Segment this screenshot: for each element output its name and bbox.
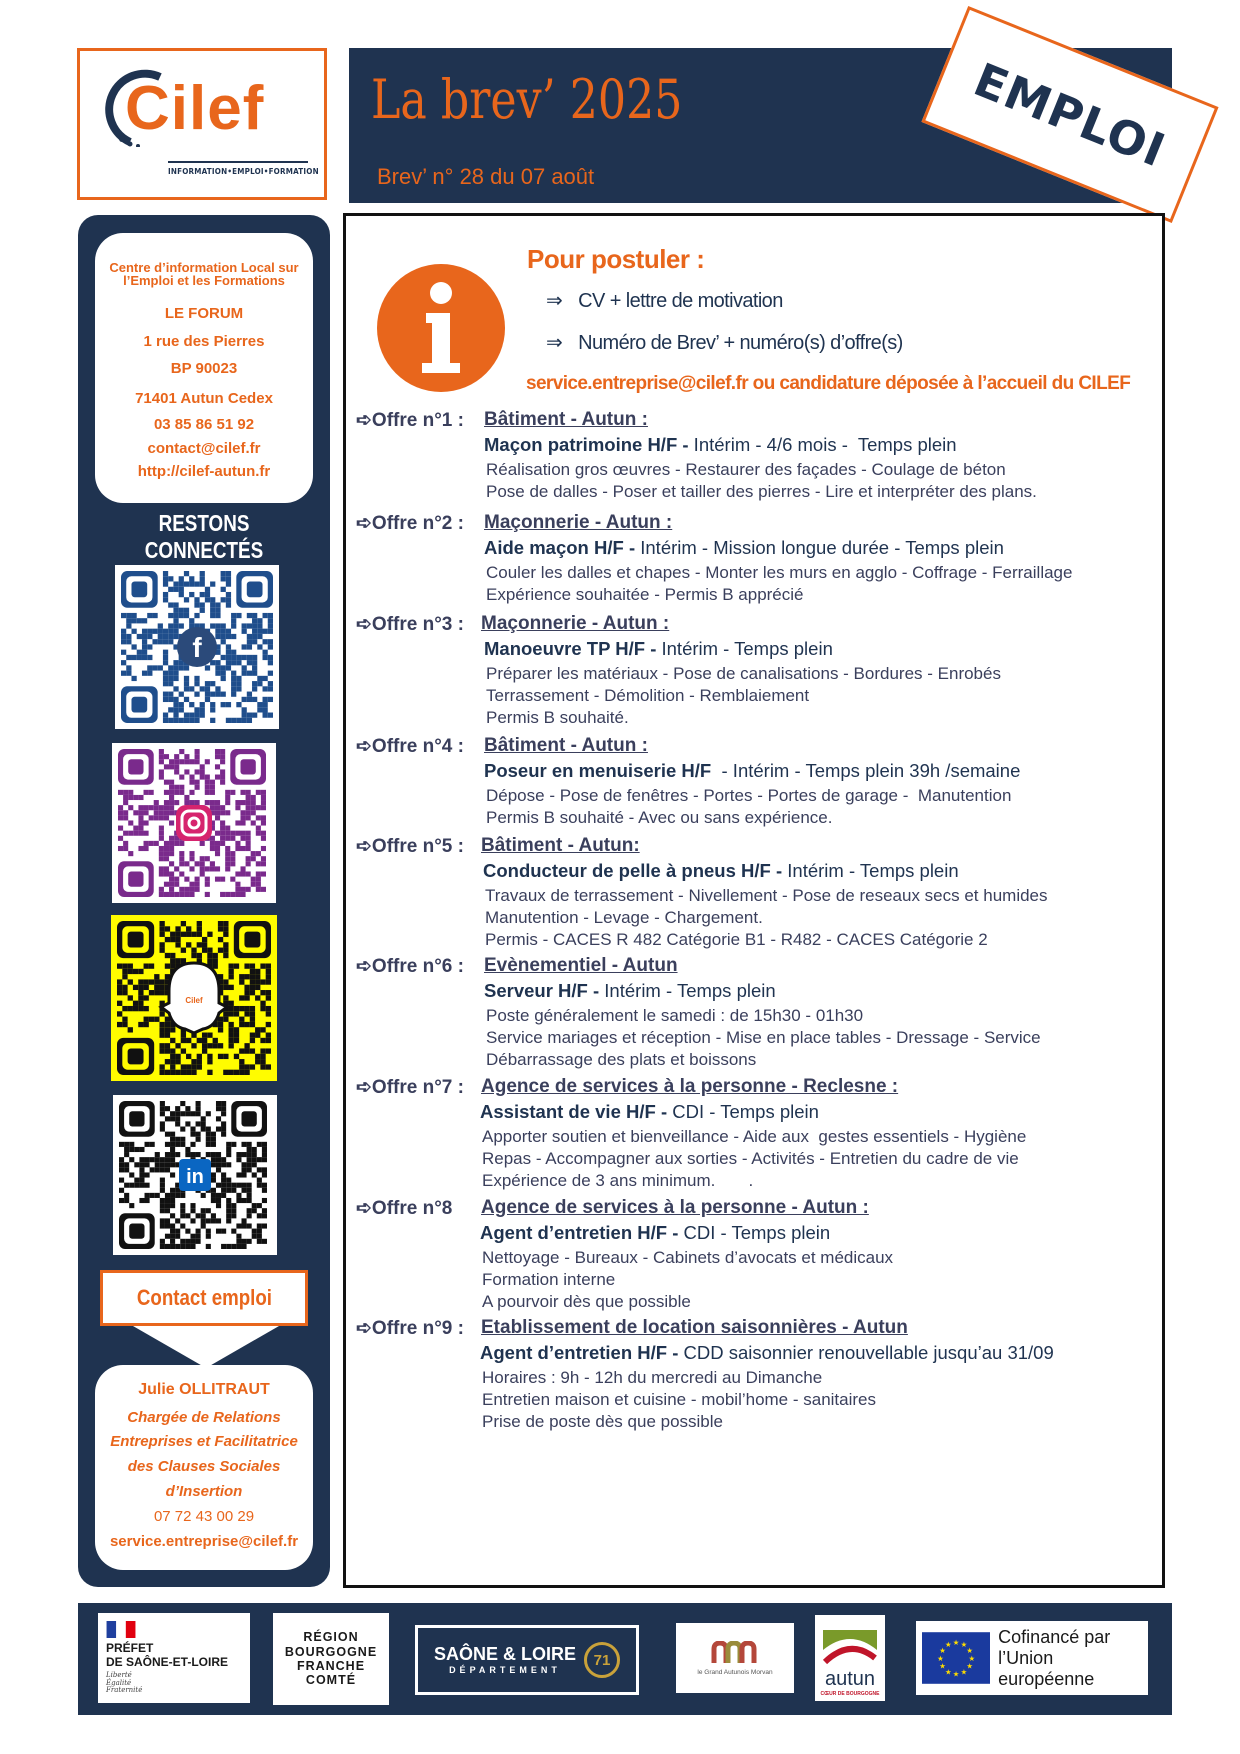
saone-loire-departement-logo bbox=[415, 1625, 639, 1695]
prefet-line2: DE SAÔNE-ET-LOIRE bbox=[106, 1655, 229, 1670]
org-name-line1: Centre d’information Local sur bbox=[109, 260, 299, 275]
autun-logo bbox=[815, 1615, 885, 1701]
offer-category: Evènementiel - Autun bbox=[484, 955, 678, 976]
offer-description-line: Nettoyage - Bureaux - Cabinets d’avocats et médicaux bbox=[482, 1248, 894, 1267]
offer-description-line: Terrassement - Démolition - Remblaiement bbox=[486, 686, 810, 705]
apply-requirement-2 bbox=[546, 330, 903, 355]
person-role-line1: Chargée de Relations bbox=[127, 1409, 281, 1426]
svg-text:★: ★ bbox=[966, 1661, 973, 1671]
departement-emblem-icon bbox=[584, 1642, 620, 1678]
offer-category: Maçonnerie - Autun : bbox=[484, 512, 673, 533]
offer-job-title bbox=[483, 860, 959, 882]
departement-number: 71 bbox=[593, 1651, 611, 1669]
svg-text:★: ★ bbox=[939, 1645, 946, 1655]
svg-text:★: ★ bbox=[966, 1645, 973, 1655]
eu-cofinance-logo bbox=[916, 1621, 1148, 1695]
offer-job-terms: Intérim - Temps plein bbox=[656, 638, 833, 659]
offer-arrow-icon: ➪ bbox=[356, 736, 372, 757]
org-place: LE FORUM bbox=[164, 305, 244, 322]
offer-number-text: Offre n°9 : bbox=[371, 1318, 464, 1339]
logo-tagline: INFORMATION•EMPLOI•FORMATION bbox=[168, 167, 319, 176]
snapchat-qr-code[interactable] bbox=[111, 915, 277, 1081]
offer-job-name: Agent d’entretien H/F - bbox=[480, 1222, 679, 1243]
facebook-icon bbox=[177, 627, 217, 667]
offer-description-line: Dépose - Pose de fenêtres - Portes - Portes de garage - Manutention bbox=[486, 786, 1012, 805]
grand-autunois-mark-icon bbox=[710, 1641, 760, 1665]
offer-number-text: Offre n°5 : bbox=[371, 836, 464, 857]
offer-category: Agence de services à la personne - Autun : bbox=[481, 1197, 869, 1218]
instagram-qr-code[interactable] bbox=[112, 743, 276, 903]
offer-arrow-icon: ➪ bbox=[356, 513, 372, 534]
info-icon bbox=[376, 263, 506, 393]
offer-description-line: Poste généralement le samedi : de 15h30 - 01h30 bbox=[486, 1006, 864, 1025]
offer-category: Bâtiment - Autun: bbox=[481, 835, 640, 856]
offer-number bbox=[356, 1076, 464, 1099]
region-bfc-logo bbox=[273, 1613, 389, 1705]
offer-job-title bbox=[480, 1101, 819, 1123]
org-email-link[interactable]: contact@cilef.fr bbox=[147, 440, 261, 457]
offer-number-text: Offre n°6 : bbox=[371, 956, 464, 977]
down-arrow-icon bbox=[133, 1326, 279, 1368]
offer-job-name: Assistant de vie H/F - bbox=[480, 1101, 668, 1122]
offer-description-line: Horaires : 9h - 12h du mercredi au Dimanche bbox=[482, 1368, 823, 1387]
offer-description-line: Pose de dalles - Poser et tailler des pierres - Lire et interpréter des plans. bbox=[486, 482, 1037, 501]
apply-requirement-2-text: Numéro de Brev’ + numéro(s) d’offre(s) bbox=[578, 332, 903, 354]
offer-arrow-icon: ➪ bbox=[356, 836, 372, 857]
offer-job-title bbox=[480, 1222, 830, 1244]
eu-flag-icon bbox=[922, 1630, 990, 1686]
offer-description-line: Apporter soutien et bienveillance - Aide aux gestes essentiels - Hygiène bbox=[482, 1127, 1027, 1146]
offer-job-name: Conducteur de pelle à pneus H/F - bbox=[483, 860, 783, 881]
logo-underline bbox=[168, 161, 308, 163]
prefet-motto-2: Égalité bbox=[106, 1678, 132, 1687]
svg-text:★: ★ bbox=[944, 1640, 952, 1650]
svg-text:★: ★ bbox=[960, 1640, 968, 1650]
svg-text:Cilef: Cilef bbox=[185, 996, 203, 1005]
departement-line2: DÉPARTEMENT bbox=[449, 1665, 561, 1676]
offer-job-name: Agent d’entretien H/F - bbox=[480, 1342, 679, 1363]
offer-number-text: Offre n°7 : bbox=[371, 1077, 464, 1098]
offer-job-title bbox=[484, 638, 833, 660]
offer-description-line: Travaux de terrassement - Nivellement - Pose de reseaux secs et humides bbox=[485, 886, 1048, 905]
issue-subtitle: Brev’ n° 28 du 07 août bbox=[377, 164, 595, 189]
contact-person-card bbox=[95, 1365, 313, 1570]
offer-description-line: Expérience de 3 ans minimum. . bbox=[482, 1171, 754, 1190]
offer-description-line: Prise de poste dès que possible bbox=[482, 1412, 723, 1431]
svg-text:f: f bbox=[192, 632, 202, 663]
offer-description-line: Entretien maison et cuisine - mobil’home - sanitaires bbox=[482, 1390, 877, 1409]
person-role-line4: d’Insertion bbox=[165, 1483, 243, 1500]
prefet-line1: PRÉFET bbox=[106, 1641, 154, 1656]
offer-description-line: Couler les dalles et chapes - Monter les murs en agglo - Coffrage - Ferraillage bbox=[486, 563, 1073, 582]
eu-line2: l’Union européenne bbox=[998, 1647, 1095, 1689]
apply-contact: service.entreprise@cilef.fr ou candidature déposée à l’accueil du CILEF bbox=[526, 373, 1131, 394]
offer-job-name: Manoeuvre TP H/F - bbox=[484, 638, 657, 659]
offer-category: Bâtiment - Autun : bbox=[484, 735, 648, 756]
org-bp: BP 90023 bbox=[170, 360, 238, 377]
cilef-logo bbox=[77, 48, 327, 200]
offer-description-line: Réalisation gros œuvres - Restaurer des façades - Coulage de béton bbox=[486, 460, 1006, 479]
offer-description-line: Service mariages et réception - Mise en place tables - Dressage - Service bbox=[486, 1028, 1041, 1047]
offer-number bbox=[356, 409, 464, 432]
offer-number-text: Offre n°4 : bbox=[371, 736, 464, 757]
org-website-link[interactable]: http://cilef-autun.fr bbox=[137, 463, 271, 480]
person-role-line2: Entreprises et Facilitatrice bbox=[110, 1433, 298, 1450]
region-line3: FRANCHE bbox=[296, 1659, 366, 1673]
contact-emploi-box bbox=[100, 1270, 308, 1326]
implies-arrow-icon: ⇒ bbox=[546, 332, 563, 354]
person-role-line3: des Clauses Sociales bbox=[127, 1458, 281, 1475]
marianne-flag-icon bbox=[106, 1621, 136, 1638]
offer-arrow-icon: ➪ bbox=[356, 1318, 372, 1339]
autun-label: autun bbox=[824, 1668, 876, 1690]
offer-job-title bbox=[484, 760, 1020, 782]
offer-job-title bbox=[484, 434, 957, 456]
person-email-link[interactable]: service.entreprise@cilef.fr bbox=[109, 1533, 299, 1550]
offer-job-terms: Intérim - Temps plein bbox=[782, 860, 959, 881]
svg-text:in: in bbox=[186, 1166, 204, 1188]
svg-text:★: ★ bbox=[944, 1667, 952, 1677]
person-phone: 07 72 43 00 29 bbox=[153, 1508, 255, 1525]
region-line2: BOURGOGNE bbox=[284, 1644, 378, 1659]
contact-card bbox=[95, 233, 313, 503]
offer-number bbox=[356, 1317, 464, 1340]
apply-requirement-1-text: CV + lettre de motivation bbox=[578, 290, 783, 312]
offer-description-line: Permis B souhaité - Avec ou sans expérience. bbox=[486, 808, 833, 827]
org-name-line2: l’Emploi et les Formations bbox=[123, 273, 285, 288]
prefet-logo bbox=[98, 1613, 250, 1703]
sidebar bbox=[78, 215, 330, 1587]
apply-title: Pour postuler : bbox=[527, 244, 705, 274]
offer-number bbox=[356, 835, 464, 858]
svg-text:★: ★ bbox=[937, 1653, 944, 1663]
offer-number-text: Offre n°3 : bbox=[371, 614, 464, 635]
offer-job-name: Serveur H/F - bbox=[484, 980, 600, 1001]
offer-category: Maçonnerie - Autun : bbox=[481, 613, 670, 634]
offer-number-text: Offre n°2 : bbox=[371, 513, 464, 534]
org-street: 1 rue des Pierres bbox=[143, 333, 265, 350]
svg-text:★: ★ bbox=[952, 1669, 960, 1679]
offer-job-name: Maçon patrimoine H/F - bbox=[484, 434, 689, 455]
offer-job-name: Aide maçon H/F - bbox=[484, 537, 636, 558]
offer-number bbox=[356, 512, 464, 535]
offer-job-terms: CDI - Temps plein bbox=[667, 1101, 819, 1122]
offer-job-name: Poseur en menuiserie H/F bbox=[484, 760, 712, 781]
implies-arrow-icon: ⇒ bbox=[546, 290, 563, 312]
autun-sub-label: CŒUR DE BOURGOGNE bbox=[820, 1691, 880, 1697]
linkedin-icon bbox=[179, 1159, 211, 1191]
offer-number-text: Offre n°8 bbox=[371, 1198, 453, 1219]
eu-line1: Cofinancé par bbox=[998, 1626, 1111, 1647]
autun-mark-icon bbox=[819, 1628, 881, 1668]
offer-job-title bbox=[484, 537, 1004, 559]
offer-description-line: Formation interne bbox=[482, 1270, 616, 1289]
logo-wordmark: Cilef bbox=[125, 74, 265, 143]
svg-text:★: ★ bbox=[952, 1638, 960, 1648]
svg-text:★: ★ bbox=[939, 1661, 946, 1671]
linkedin-qr-code[interactable] bbox=[113, 1095, 277, 1255]
offer-category: Etablissement de location saisonnières - Autun bbox=[481, 1317, 908, 1338]
apply-requirement-1 bbox=[546, 288, 783, 313]
page-title: La brev’ 2025 bbox=[371, 68, 683, 131]
offer-description-line: Permis - CACES R 482 Catégorie B1 - R482 - CACES Catégorie 2 bbox=[485, 930, 988, 949]
svg-text:★: ★ bbox=[960, 1667, 968, 1677]
offer-job-title bbox=[480, 1342, 1054, 1364]
offer-arrow-icon: ➪ bbox=[356, 410, 372, 431]
offer-arrow-icon: ➪ bbox=[356, 1077, 372, 1098]
offer-arrow-icon: ➪ bbox=[356, 1198, 372, 1219]
social-title: RESTONS CONNECTÉS bbox=[144, 510, 264, 563]
offer-arrow-icon: ➪ bbox=[356, 956, 372, 977]
org-city: 71401 Autun Cedex bbox=[135, 390, 273, 407]
offer-description-line: Manutention - Levage - Chargement. bbox=[485, 908, 763, 927]
offer-job-terms: CDI - Temps plein bbox=[678, 1222, 831, 1243]
offer-category: Bâtiment - Autun : bbox=[484, 409, 648, 430]
offer-number bbox=[356, 955, 464, 978]
offer-description-line: Repas - Accompagner aux sorties - Activités - Entretien du cadre de vie bbox=[482, 1149, 1019, 1168]
prefet-motto-3: Fraternité bbox=[106, 1686, 143, 1695]
person-name: Julie OLLITRAUT bbox=[138, 1381, 270, 1398]
org-phone: 03 85 86 51 92 bbox=[153, 416, 255, 433]
offers-panel bbox=[343, 213, 1165, 1588]
offer-number bbox=[356, 1197, 452, 1220]
instagram-icon bbox=[176, 805, 212, 841]
offer-job-terms: - Intérim - Temps plein 39h /semaine bbox=[711, 760, 1021, 781]
region-line1: RÉGION bbox=[303, 1630, 359, 1645]
contact-emploi-label: Contact emploi bbox=[136, 1285, 272, 1310]
offer-description-line: Préparer les matériaux - Pose de canalisations - Bordures - Enrobés bbox=[486, 664, 1001, 683]
offer-number-text: Offre n°1 : bbox=[371, 410, 464, 431]
facebook-qr-code[interactable] bbox=[115, 565, 279, 729]
offer-job-title bbox=[484, 980, 776, 1002]
emploi-stamp-label: EMPLOI bbox=[966, 51, 1174, 178]
svg-text:★: ★ bbox=[968, 1653, 976, 1663]
offer-job-terms: Intérim - Temps plein bbox=[599, 980, 776, 1001]
grand-autunois-label: le Grand Autunois Morvan bbox=[697, 1668, 773, 1676]
offer-arrow-icon: ➪ bbox=[356, 614, 372, 635]
offer-description-line: A pourvoir dès que possible bbox=[482, 1292, 691, 1311]
offer-job-terms: Intérim - 4/6 mois - Temps plein bbox=[688, 434, 957, 455]
partners-footer bbox=[78, 1603, 1172, 1715]
offer-job-terms: Intérim - Mission longue durée - Temps plein bbox=[635, 537, 1004, 558]
offer-category: Agence de services à la personne - Reclesne : bbox=[481, 1076, 899, 1097]
offer-job-terms: CDD saisonnier renouvellable jusqu’au 31/09 bbox=[678, 1342, 1054, 1363]
offer-description-line: Permis B souhaité. bbox=[486, 708, 629, 727]
departement-line1: SAÔNE & LOIRE bbox=[433, 1644, 576, 1665]
region-line4: COMTÉ bbox=[305, 1673, 357, 1688]
offer-description-line: Débarrassage des plats et boissons bbox=[486, 1050, 757, 1069]
grand-autunois-logo bbox=[676, 1623, 794, 1693]
prefet-motto-1: Liberté bbox=[106, 1670, 132, 1679]
offer-number bbox=[356, 613, 464, 636]
offer-description-line: Expérience souhaitée - Permis B apprécié bbox=[486, 585, 804, 604]
offer-number bbox=[356, 735, 464, 758]
